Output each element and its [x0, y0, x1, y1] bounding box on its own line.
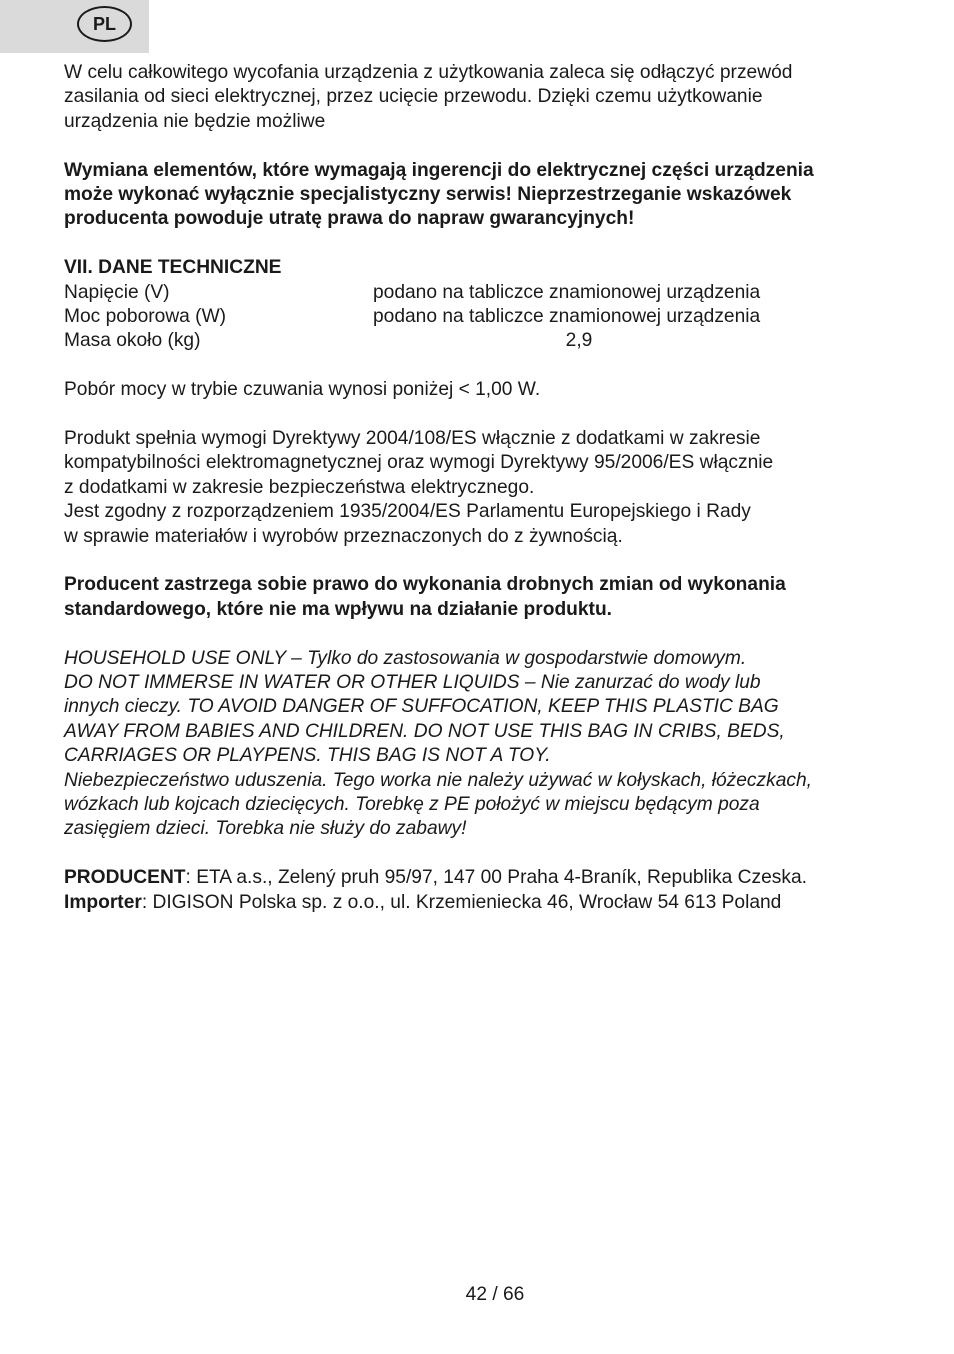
importer-text: : DIGISON Polska sp. z o.o., ul. Krzemieniecka 46, Wrocław 54 613 Poland [141, 891, 782, 913]
text-line: urządzenia nie będzie możliwe [64, 110, 326, 132]
text-line: może wykonać wyłącznie specjalistyczny serwis! Nieprzestrzeganie wskazówek [64, 184, 792, 206]
text-line: Jest zgodny z rozporządzeniem 1935/2004/ES Parlamentu Europejskiego i Rady [64, 501, 751, 523]
producer-line [64, 866, 894, 890]
technical-data-heading: VII. DANE TECHNICZNE [64, 257, 282, 279]
spec-row [64, 305, 894, 329]
language-badge: PL [77, 6, 132, 42]
text-line: zasięgiem dzieci. Torebka nie służy do zabawy! [64, 818, 467, 840]
spec-row [64, 281, 894, 305]
text-line: DO NOT IMMERSE IN WATER OR OTHER LIQUIDS – Nie zanurzać do wody lub [64, 672, 761, 694]
text-line: Produkt spełnia wymogi Dyrektywy 2004/108/ES włącznie z dodatkami w zakresie [64, 427, 761, 449]
service-warning-paragraph [64, 159, 894, 232]
spec-label: Moc poborowa (W) [64, 306, 227, 328]
spec-value: 2,9 [565, 330, 593, 352]
decommission-paragraph [64, 61, 894, 134]
text-line: zasilania od sieci elektrycznej, przez ucięcie przewodu. Dzięki czemu użytkowanie [64, 86, 763, 108]
text-line: innych cieczy. TO AVOID DANGER OF SUFFOCATION, KEEP THIS PLASTIC BAG [64, 696, 779, 718]
text-line: Wymiana elementów, które wymagają ingerencji do elektrycznej części urządzenia [64, 159, 814, 181]
technical-data-section [64, 256, 894, 354]
spec-value: podano na tabliczce znamionowej urządzenia [373, 306, 761, 328]
text-line: HOUSEHOLD USE ONLY – Tylko do zastosowania w gospodarstwie domowym. [64, 647, 747, 669]
producer-text: : ETA a.s., Zelený pruh 95/97, 147 00 Praha 4-Braník, Republika Czeska. [185, 867, 807, 889]
producer-label: PRODUCENT [64, 867, 186, 889]
text-line: CARRIAGES OR PLAYPENS. THIS BAG IS NOT A TOY. [64, 745, 551, 767]
spec-value: podano na tabliczce znamionowej urządzenia [373, 281, 761, 303]
text-line: w sprawie materiałów i wyrobów przeznaczonych do z żywnością. [64, 525, 623, 547]
text-line: standardowego, które nie ma wpływu na działanie produktu. [64, 598, 612, 620]
text-line: producenta powoduje utratę prawa do napraw gwarancyjnych! [64, 208, 635, 230]
spec-label: Napięcie (V) [64, 281, 170, 303]
changes-notice-paragraph [64, 573, 894, 622]
text-line: wózkach lub kojcach dziecięcych. Torebkę z PE położyć w miejscu będącym poza [64, 794, 760, 816]
spec-row [64, 329, 894, 353]
importer-label: Importer [64, 891, 142, 913]
contact-paragraph [64, 866, 894, 915]
standby-paragraph: Pobór mocy w trybie czuwania wynosi poniżej < 1,00 W. [64, 379, 541, 401]
text-line: AWAY FROM BABIES AND CHILDREN. DO NOT USE THIS BAG IN CRIBS, BEDS, [64, 720, 785, 742]
importer-line [64, 891, 894, 915]
page-content [64, 61, 894, 939]
page-number: 42 / 66 [465, 1284, 525, 1305]
directives-paragraph [64, 427, 894, 549]
text-line: W celu całkowitego wycofania urządzenia z użytkowania zaleca się odłączyć przewód [64, 62, 793, 83]
text-line: Producent zastrzega sobie prawo do wykonania drobnych zmian od wykonania [64, 574, 786, 596]
text-line: Niebezpieczeństwo uduszenia. Tego worka nie należy używać w kołyskach, łóżeczkach, [64, 769, 812, 791]
spec-label: Masa około (kg) [64, 330, 201, 352]
text-line: z dodatkami w zakresie bezpieczeństwa elektrycznego. [64, 476, 535, 498]
language-tab [0, 0, 149, 53]
text-line: kompatybilności elektromagnetycznej oraz wymogi Dyrektywy 95/2006/ES włącznie [64, 452, 774, 474]
warnings-paragraph [64, 647, 894, 842]
